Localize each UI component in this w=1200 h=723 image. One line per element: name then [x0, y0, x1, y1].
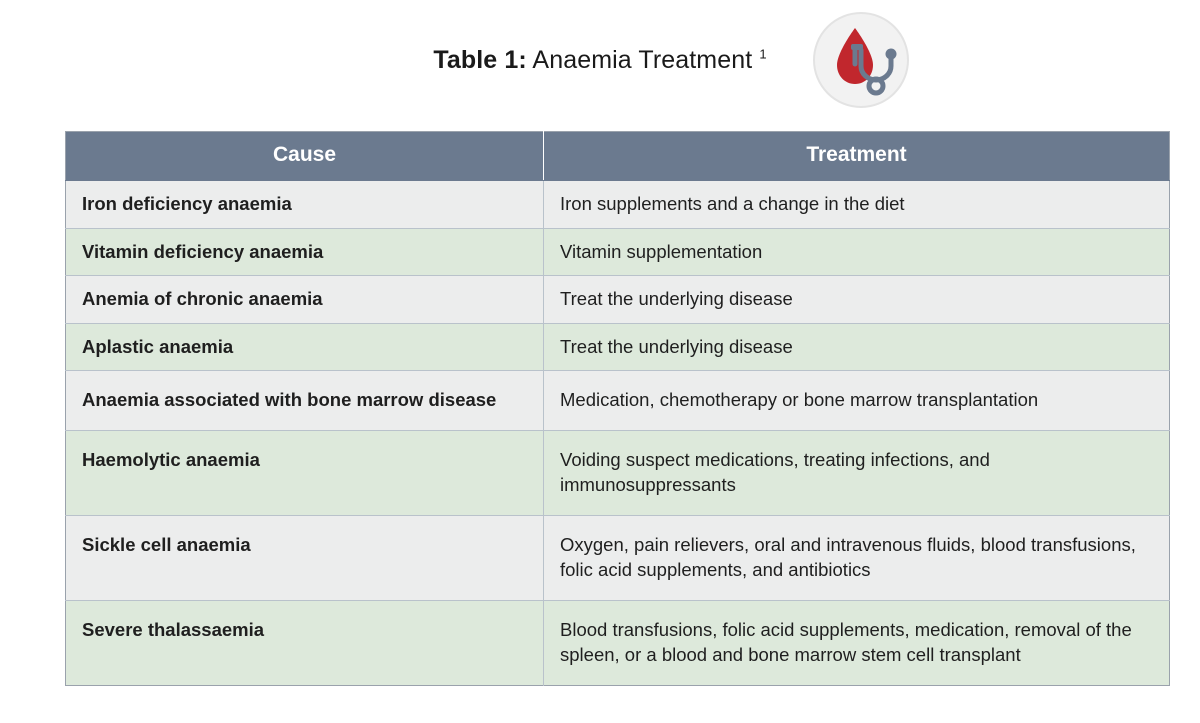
cell-treatment: Blood transfusions, folic acid supplements, medication, removal of the spleen, or a blood and bone marrow stem cell transplant — [544, 600, 1170, 685]
table-label: Table 1: — [433, 45, 527, 74]
column-header-cause: Cause — [66, 132, 544, 181]
cell-treatment: Iron supplements and a change in the diet — [544, 181, 1170, 229]
cell-treatment: Treat the underlying disease — [544, 323, 1170, 371]
cell-cause: Iron deficiency anaemia — [66, 181, 544, 229]
blood-drop-stethoscope-icon — [813, 12, 909, 108]
table-row — [66, 515, 1170, 600]
cell-treatment: Medication, chemotherapy or bone marrow transplantation — [544, 371, 1170, 431]
table-row — [66, 600, 1170, 685]
page-title — [433, 46, 766, 75]
table-row — [66, 371, 1170, 431]
cell-cause: Severe thalassaemia — [66, 600, 544, 685]
anaemia-treatment-table — [65, 131, 1169, 686]
cell-cause: Aplastic anaemia — [66, 323, 544, 371]
cell-treatment: Oxygen, pain relievers, oral and intravenous fluids, blood transfusions, folic acid supplements, and antibiotics — [544, 515, 1170, 600]
cell-cause: Vitamin deficiency anaemia — [66, 228, 544, 276]
cell-cause: Anaemia associated with bone marrow disease — [66, 371, 544, 431]
table-title: Anaemia Treatment — [526, 45, 753, 74]
table-row — [66, 181, 1170, 229]
cell-treatment: Treat the underlying disease — [544, 276, 1170, 324]
table-row — [66, 276, 1170, 324]
table-row — [66, 323, 1170, 371]
cell-cause: Haemolytic anaemia — [66, 430, 544, 515]
column-header-treatment: Treatment — [544, 132, 1170, 181]
cell-cause: Sickle cell anaemia — [66, 515, 544, 600]
title-area — [0, 0, 1200, 120]
cell-cause: Anemia of chronic anaemia — [66, 276, 544, 324]
table-row — [66, 228, 1170, 276]
table-row — [66, 430, 1170, 515]
cell-treatment: Voiding suspect medications, treating infections, and immunosuppressants — [544, 430, 1170, 515]
table-header-row — [66, 132, 1170, 181]
footnote-marker: 1 — [759, 46, 767, 62]
cell-treatment: Vitamin supplementation — [544, 228, 1170, 276]
